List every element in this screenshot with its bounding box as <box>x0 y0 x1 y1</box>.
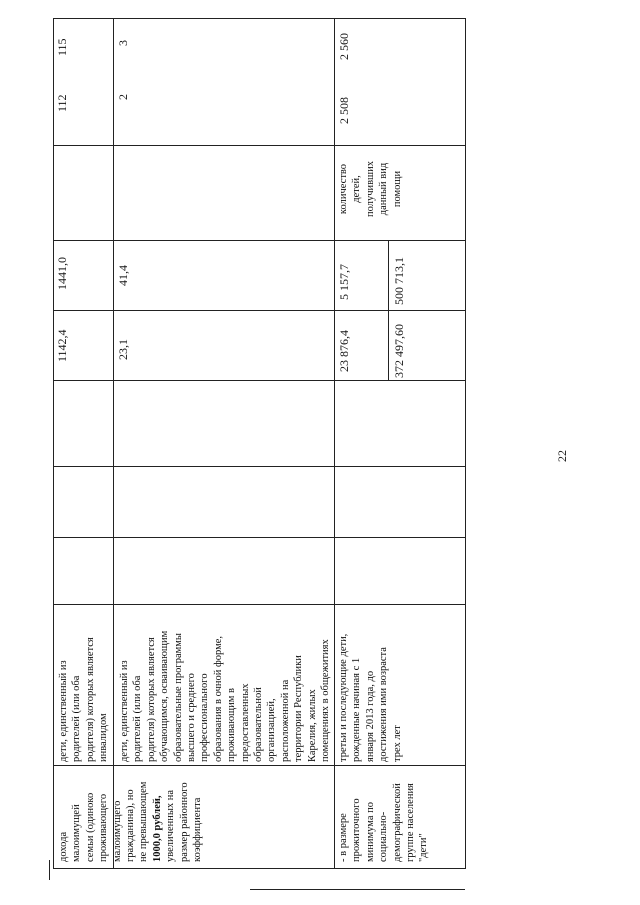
col7-row2-total-value: 500 713,1 <box>392 257 406 305</box>
text-line: профессионального <box>199 673 211 762</box>
col7-row2-value: 5 157,7 <box>337 264 351 300</box>
col-line-2 <box>53 240 465 241</box>
text-line: коэффициента <box>192 797 204 862</box>
text-line: детей, <box>351 175 363 203</box>
text-line: родителей (или оба <box>71 675 83 762</box>
text-line: организацией, <box>266 698 278 762</box>
text-line: образовательной <box>253 687 265 762</box>
text-line: "дети" <box>418 833 430 862</box>
col9-top-value: 112 <box>55 94 69 112</box>
recipients-line-list <box>118 602 333 762</box>
text-line: группе населения <box>405 783 417 862</box>
text-line: проживающим в <box>226 688 238 762</box>
col-line-5 <box>53 466 465 467</box>
text-line: трех лет <box>391 725 403 762</box>
recipients-line-list <box>337 602 404 762</box>
text-line: января 2013 года, до <box>364 670 376 762</box>
text-line: достижения ими возраста <box>378 647 390 762</box>
text-line: прожиточного <box>351 798 363 862</box>
text-line: малоимущего <box>111 800 123 862</box>
text-line: предоставленных <box>239 683 251 762</box>
text-line: образовательные программы <box>172 633 184 762</box>
text-line: не превышающем <box>138 781 150 862</box>
col10-mid-value: 3 <box>116 40 130 46</box>
col7-mid-value: 41,4 <box>116 265 130 286</box>
text-line: Карелия, жилых <box>306 689 318 762</box>
category-line-list <box>337 767 431 862</box>
text-line: расположенной на <box>279 679 291 762</box>
text-line: гражданина), но <box>125 789 137 862</box>
text-line: инвалидом <box>98 713 110 762</box>
text-line: территории Республики <box>293 655 305 762</box>
text-line: малоимущей <box>71 804 83 862</box>
col6-mid-value: 23,1 <box>116 339 130 360</box>
text-line: - в размере <box>338 813 349 862</box>
text-line: родителей (или оба <box>132 675 144 762</box>
col6-row2-total-value: 372 497,60 <box>392 324 406 378</box>
text-line: рожденные начиная с 1 <box>351 657 363 762</box>
col-line-6 <box>53 537 465 538</box>
col-line-1 <box>53 145 465 146</box>
col6-top-value: 1142,4 <box>55 329 69 362</box>
text-line: минимума по <box>364 802 376 862</box>
text-line: помощи <box>391 170 403 208</box>
col7-top-value: 1441,0 <box>55 257 69 290</box>
text-line: демографической <box>391 783 403 862</box>
page-number: 22 <box>555 450 569 462</box>
table-border-top <box>53 18 465 19</box>
col9-row2-value: 2 508 <box>337 97 351 124</box>
col-line-3 <box>53 310 465 311</box>
col-line-4 <box>53 380 465 381</box>
col9-mid-value: 2 <box>116 94 130 100</box>
left-outer-line <box>49 860 50 880</box>
table-border-right <box>465 18 466 869</box>
text-line: семьи (одиноко <box>84 792 96 862</box>
text-line: увеличенных на <box>165 789 177 862</box>
text-line: дети, единственный из <box>119 660 130 762</box>
col10-top-value: 115 <box>55 38 69 56</box>
text-line: данный вид <box>378 162 390 216</box>
text-line: социально- <box>378 811 390 862</box>
footer-line <box>250 889 465 890</box>
text-line: третьи и последующие дети, <box>338 633 349 762</box>
recipients-line-list <box>57 602 111 762</box>
recipients-third-child-text <box>337 602 404 762</box>
text-line: помещениях в общежитиях <box>320 639 332 762</box>
text-line: размер районного <box>178 782 190 862</box>
text-line: родителя) которых является <box>145 637 157 762</box>
recipients-student-parent-text <box>118 602 333 762</box>
text-line: 1000,0 рублей, <box>151 795 163 862</box>
col8-line-list <box>337 154 404 224</box>
category-subsistence-text <box>337 767 431 862</box>
col6-row2-value: 23 876,4 <box>337 330 351 372</box>
col8-description-text <box>337 154 404 224</box>
recipients-disabled-parent-text <box>57 602 111 762</box>
text-line: родителя) которых является <box>84 637 96 762</box>
text-line: количество <box>338 163 349 215</box>
text-line: проживающего <box>98 793 110 862</box>
text-line: дети, единственный из <box>58 660 69 762</box>
table-border-bottom <box>53 868 465 869</box>
text-line: высшего и среднего <box>186 673 198 762</box>
text-line: получивших <box>364 160 376 218</box>
text-line: обучающимся, осваивающим <box>159 630 171 762</box>
col10-row2-value: 2 560 <box>337 33 351 60</box>
text-line: дохода <box>58 831 69 862</box>
text-line: образования в очной форме, <box>212 635 224 762</box>
